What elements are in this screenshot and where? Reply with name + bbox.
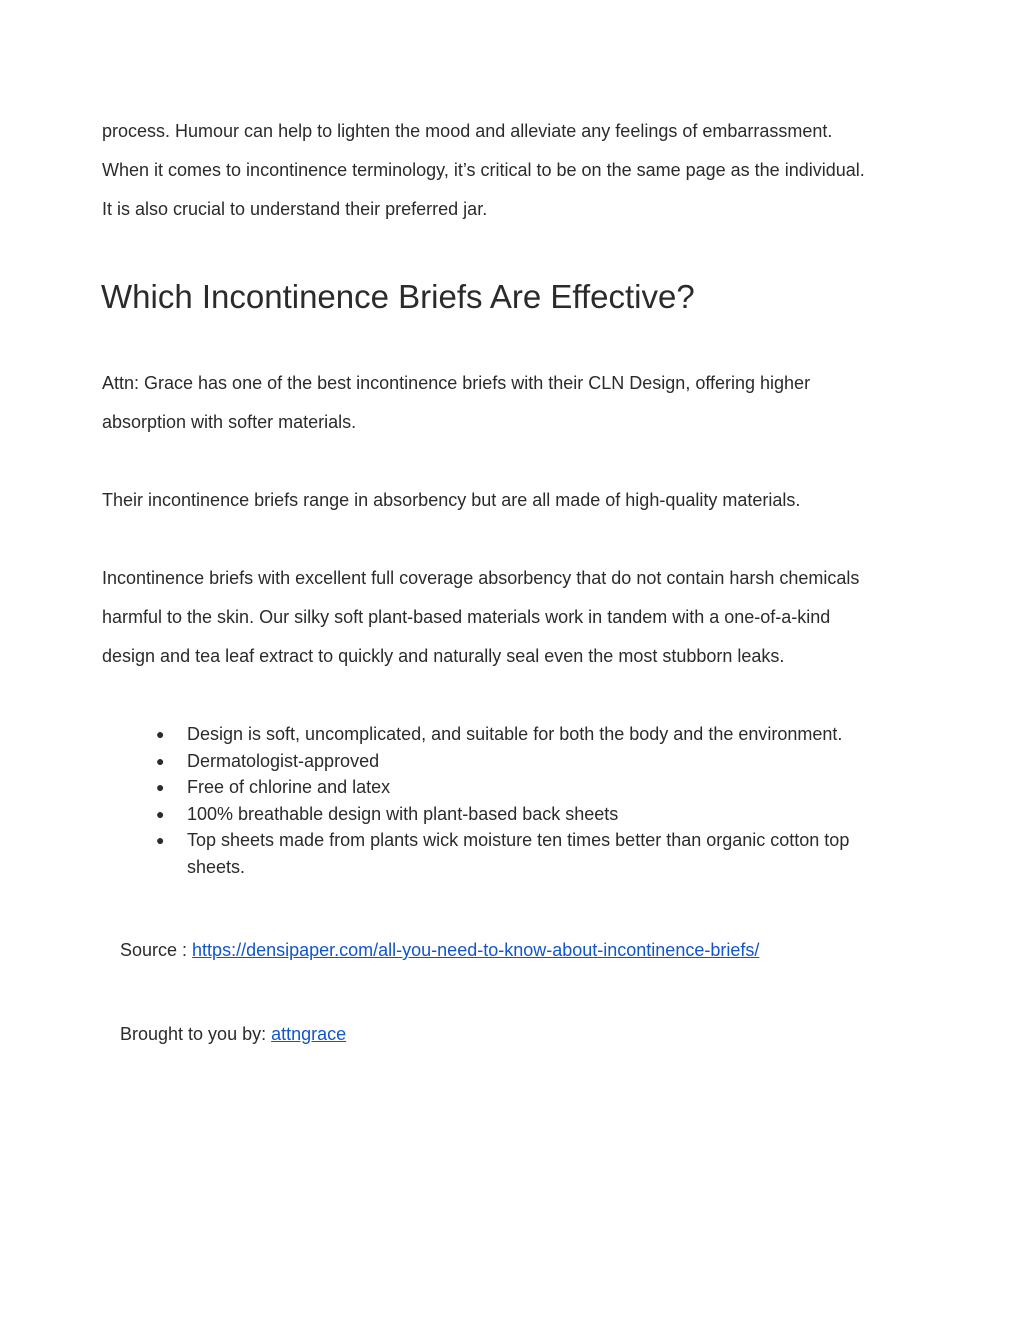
bullet-icon: ●	[156, 752, 165, 769]
list-item	[0, 801, 917, 828]
intro-line: When it comes to incontinence terminology, it’s critical to be on the same page as the individual.	[102, 160, 865, 180]
absorbency-paragraph	[102, 481, 932, 520]
bullet-icon: ●	[156, 779, 165, 795]
intro-paragraph	[102, 112, 932, 229]
attngrace-link[interactable]: attngrace	[271, 1024, 347, 1044]
attn-grace-paragraph	[102, 364, 932, 442]
list-item-text: 100% breathable design with plant-based back sheets	[187, 803, 619, 824]
bullet-icon: ●	[156, 726, 165, 742]
list-item	[0, 827, 917, 880]
paragraph-line: design and tea leaf extract to quickly and naturally seal even the most stubborn leaks.	[102, 646, 785, 666]
source-label: Source :	[120, 940, 193, 960]
materials-paragraph	[102, 559, 932, 676]
paragraph-line: Incontinence briefs with excellent full coverage absorbency that do not contain harsh chemicals	[102, 568, 860, 588]
paragraph-line: Attn: Grace has one of the best incontinence briefs with their CLN Design, offering higher	[102, 373, 811, 393]
paragraph-line: harmful to the skin. Our silky soft plant-based materials work in tandem with a one-of-a-kind	[102, 607, 831, 627]
paragraph-line: Their incontinence briefs range in absorbency but are all made of high-quality materials.	[102, 490, 801, 510]
intro-line: process. Humour can help to lighten the mood and alleviate any feelings of embarrassment.	[102, 121, 833, 141]
list-item-text: Free of chlorine and latex	[187, 777, 391, 797]
list-item	[0, 774, 917, 801]
list-item-text: sheets.	[187, 856, 246, 877]
brought-by-line	[120, 1021, 346, 1047]
source-link[interactable]: https://densipaper.com/all-you-need-to-know-about-incontinence-briefs/	[192, 940, 760, 960]
section-heading: Which Incontinence Briefs Are Effective?	[101, 278, 695, 315]
bullet-icon: ●	[156, 832, 165, 848]
list-item	[0, 721, 917, 748]
feature-list	[0, 721, 1024, 880]
brought-by-label: Brought to you by:	[120, 1024, 272, 1044]
paragraph-line: absorption with softer materials.	[102, 412, 357, 432]
intro-line: It is also crucial to understand their preferred jar.	[102, 199, 488, 219]
source-line	[120, 937, 759, 963]
list-item-text: Top sheets made from plants wick moisture ten times better than organic cotton top	[187, 830, 850, 850]
bullet-icon: ●	[156, 805, 165, 822]
list-item-text: Design is soft, uncomplicated, and suitable for both the body and the environment.	[187, 724, 843, 744]
list-item-text: Dermatologist-approved	[187, 750, 380, 771]
list-item	[0, 748, 917, 775]
